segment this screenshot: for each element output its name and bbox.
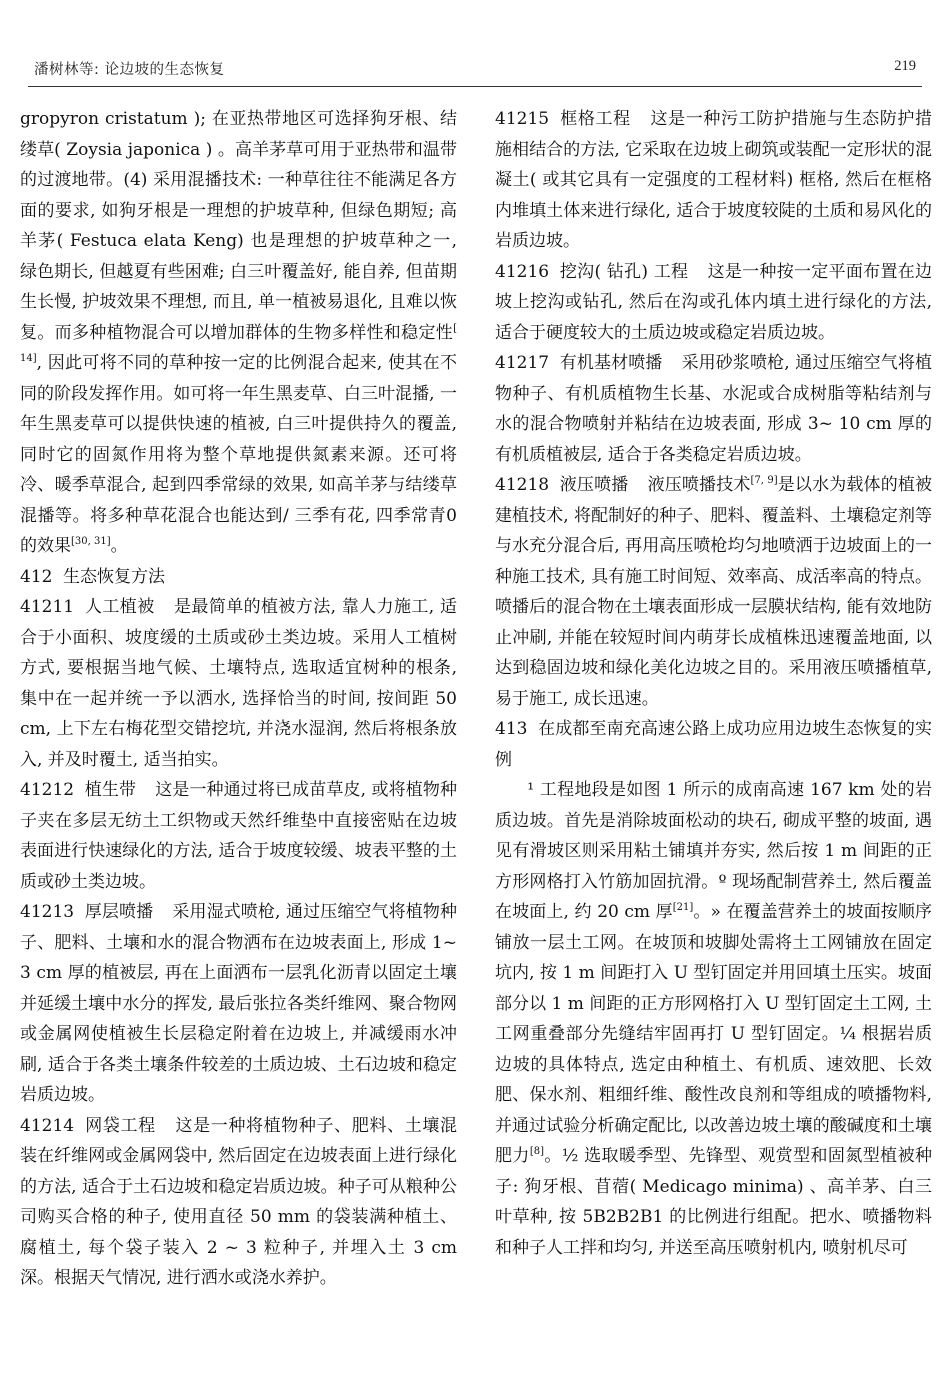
- running-title: 潘树林等: 论边坡的生态恢复: [34, 62, 225, 78]
- citation: [21]: [672, 902, 694, 913]
- paragraph-continuation: [20, 104, 457, 562]
- subsection-title: 框格工程: [560, 109, 631, 129]
- subsection-number: 41216: [495, 261, 550, 282]
- section-title: 生态恢复方法: [62, 566, 165, 587]
- subsection-text: 是最简单的植被方法, 靠人力施工, 适合于小面积、坡度缓的土质或砂土类边坡。采用人工植树方式, 要根据当地气候、土壤特点, 选取适宜树种的根条, 集中在一起并统一予以洒水, 选择恰当的时间, 按间距 50 cm, 上下左右梅花型交错挖坑, 并浇水湿润, 然后将根条放入, 并及时覆土, 适当拍实。: [20, 597, 457, 770]
- subsection-text: 这是一种将植物种子、肥料、土壤混装在纤维网或金属网袋中, 然后固定在边坡表面上进行绿化的方法, 适合于土石边坡和稳定岩质边坡。种子可从粮种公司购买合格的种子, 使用直径 50 mm 的袋装满种植土、腐植土, 每个袋子装入 2 ~ 3 粒种子, 并埋入土 3 cm 深。根据天气情况, 进行洒水或浇水养护。: [20, 1115, 457, 1288]
- subsection-number: 41214: [20, 1115, 75, 1136]
- case-study-paragraph: [495, 775, 932, 1263]
- subsection-number: 41213: [20, 902, 75, 922]
- running-header: [0, 0, 950, 86]
- subsection-title: 厚层喷播: [84, 902, 154, 922]
- paragraph-text: gropyron cristatum ); 在亚热带地区可选择狗牙根、结缕草( Zoysia japonica ) 。高羊茅草可用于亚热带和温带的过渡地带。(4) 采用混播技术: 一种草往往不能满足各方面的要求, 如狗牙根是一理想的护坡草种, 但绿色期短; 高羊茅( Festuca elata Keng) 也是理想的护坡草种之一, 绿色期长, 但越夏有些困难; 白三叶覆盖好, 能自养, 但苗期生长慢, 护坡效果不理想, 而且, 单一植被易退化, 且难以恢复。而多种植物混合可以增加群体的生物多样性和稳定性: [20, 109, 457, 343]
- subsection-41218: [495, 470, 932, 714]
- right-column: [495, 104, 932, 1394]
- subsection-title: 挖沟( 钻孔) 工程: [559, 261, 689, 282]
- subsection-text: 液压喷播技术: [647, 475, 751, 495]
- section-number: 413: [495, 719, 528, 739]
- section-heading-412: [20, 562, 457, 593]
- paragraph-text: 。½ 选取暖季型、先锋型、观赏型和固氮型植被种子: 狗牙根、苜蓿( Medicago minima) 、高羊茅、白三叶草种, 按 5B2B2B1 的比例进行组配。把水、喷播物料和种子人工拌和均匀, 并送至高压喷射机内, 喷射机尽可: [495, 1146, 932, 1258]
- subsection-number: 41218: [495, 475, 550, 495]
- citation: [30, 31]: [71, 536, 111, 547]
- subsection-title: 人工植被: [85, 597, 155, 617]
- subsection-text: 是以水为载体的植被建植技术, 将配制好的种子、肥料、覆盖料、土壤稳定剂等与水充分混合后, 再用高压喷枪均匀地喷洒于边坡面上的一种施工技术, 具有施工时间短、效率高、成活率高的特点。喷播后的混合物在土壤表面形成一层膜状结构, 能有效地防止冲刷, 并能在较短时间内萌芽长成植株迅速覆盖地面, 以达到稳固边坡和绿化美化边坡之目的。采用液压喷播植草, 易于施工, 成长迅速。: [495, 475, 932, 709]
- citation: [8]: [529, 1146, 544, 1157]
- subsection-text: 这是一种通过将已成苗草皮, 或将植物种子夹在多层无纺土工织物或天然纤维垫中直接密贴在边坡表面进行快速绿化的方法, 适合于坡度较缓、坡表平整的土质或砂土类边坡。: [20, 780, 457, 892]
- subsection-41213: [20, 897, 457, 1111]
- subsection-title: 液压喷播: [559, 475, 629, 495]
- subsection-41216: [495, 257, 932, 349]
- subsection-number: 41215: [495, 109, 550, 129]
- paragraph-text: 。: [110, 536, 128, 556]
- subsection-41214: [20, 1111, 457, 1294]
- left-column: [20, 104, 457, 1394]
- section-heading-413: [495, 714, 932, 775]
- subsection-number: 41212: [20, 780, 75, 800]
- subsection-title: 有机基材喷播: [559, 353, 663, 373]
- subsection-41215: [495, 104, 932, 257]
- paragraph-text: , 因此可将不同的草种按一定的比例混合起来, 使其在不同的阶段发挥作用。如可将一年生黑麦草、白三叶混播, 一年生黑麦草可以提供快速的植被, 白三叶提供持久的覆盖, 同时它的固氮作用将为整个草地提供氮素来源。还可将冷、暖季草混合, 起到四季常绿的效果, 如高羊茅与结缕草混播等。将多种草花混合也能达到/ 三季有花, 四季常青0 的效果: [20, 353, 457, 556]
- subsection-title: 网袋工程: [85, 1115, 156, 1136]
- subsection-41217: [495, 348, 932, 470]
- subsection-41212: [20, 775, 457, 897]
- subsection-text: 采用湿式喷枪, 通过压缩空气将植物种子、肥料、土壤和水的混合物洒布在边坡表面上, 形成 1~ 3 cm 厚的植被层, 再在上面洒布一层乳化沥青以固定土壤并延缓土壤中水分的挥发, 最后张拉各类纤维网、聚合物网或金属网使植被生长层稳定附着在边坡上, 并减缓雨水冲刷, 适合于各类土壤条件较差的土质边坡、土石边坡和稳定岩质边坡。: [20, 902, 457, 1105]
- section-title: 在成都至南充高速公路上成功应用边坡生态恢复的实例: [495, 719, 932, 770]
- subsection-text: 采用砂浆喷枪, 通过压缩空气将植物种子、有机质植物生长基、水泥或合成树脂等粘结剂与水的混合物喷射并粘结在边坡表面, 形成 3~ 10 cm 厚的有机质植被层, 适合于各类稳定岩质边坡。: [495, 353, 932, 465]
- subsection-number: 41217: [495, 353, 550, 373]
- citation: [ 14]: [20, 322, 457, 364]
- section-number: 412: [20, 566, 53, 587]
- subsection-number: 41211: [20, 597, 75, 617]
- subsection-41211: [20, 592, 457, 775]
- paragraph-text: 。» 在覆盖营养土的坡面按顺序铺放一层土工网。在坡顶和坡脚处需将土工网铺放在固定坑内, 按 1 m 间距打入 U 型钉固定并用回填土压实。坡面部分以 1 m 间距的正方形网格打入 U 型钉固定土工网, 土工网重叠部分先缝结牢固再打 U 型钉固定。¼ 根据岩质边坡的具体特点, 选定由种植土、有机质、速效肥、长效肥、保水剂、粗细纤维、酸性改良剂和等组成的喷播物料, 并通过试验分析确定配比, 以改善边坡土壤的酸碱度和土壤肥力: [495, 902, 932, 1166]
- citation: [7, 9]: [750, 475, 778, 486]
- header-rule: [28, 86, 922, 87]
- subsection-text: 这是一种按一定平面布置在边坡上挖沟或钻孔, 然后在沟或孔体内填土进行绿化的方法, 适合于硬度较大的土质边坡或稳定岩质边坡。: [495, 261, 932, 343]
- paragraph-text: ¹ 工程地段是如图 1 所示的成南高速 167 km 处的岩质边坡。首先是消除坡面松动的块石, 砌成平整的坡面, 遇见有滑坡区则采用粘土铺填并夯实, 然后按 1 m 间距的正方形网格打入竹筋加固抗滑。º 现场配制营养土, 然后覆盖在坡面上, 约 20 cm 厚: [495, 780, 932, 922]
- subsection-title: 植生带: [84, 780, 137, 800]
- subsection-text: 这是一种污工防护措施与生态防护措施相结合的方法, 它采取在边坡上砌筑或装配一定形状的混凝土( 或其它具有一定强度的工程材料) 框格, 然后在框格内堆填土体来进行绿化, 适合于坡度较陡的土质和易风化的岩质边坡。: [495, 109, 932, 251]
- page-number: 219: [894, 58, 916, 74]
